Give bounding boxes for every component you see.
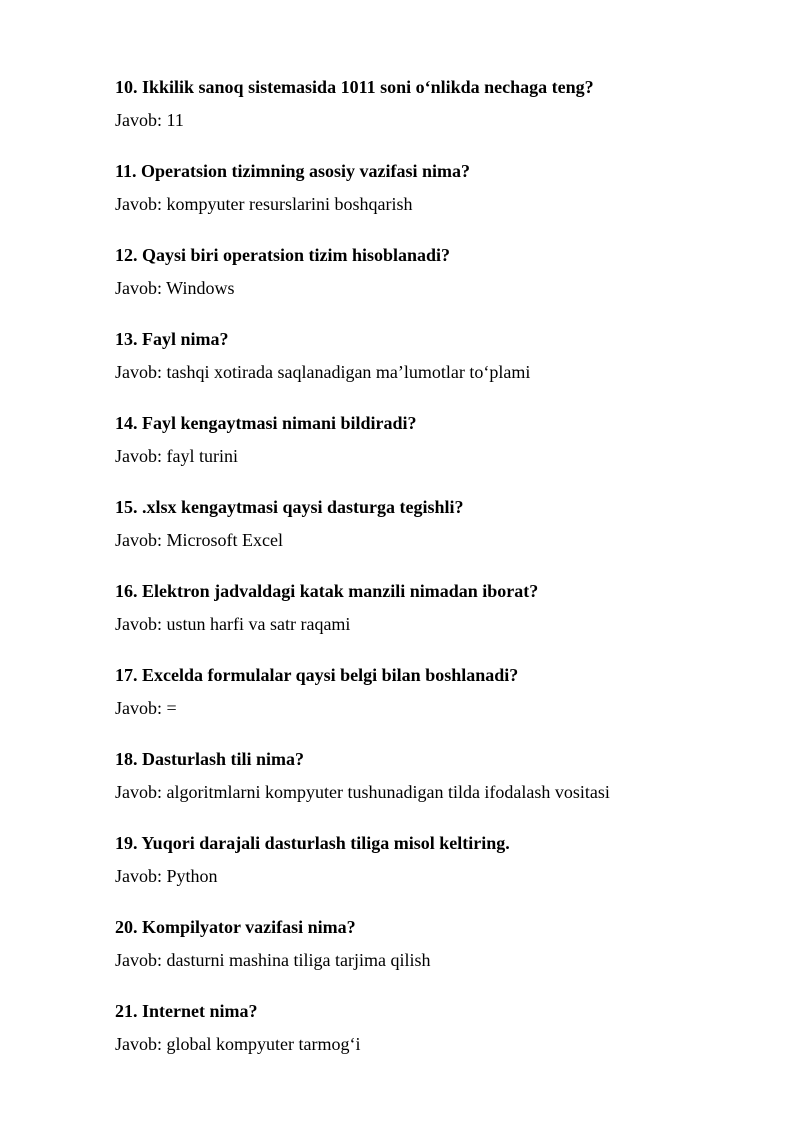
qa-item (115, 494, 755, 578)
answer-text: Javob: kompyuter resurslarini boshqarish (115, 194, 413, 214)
answer-text: Javob: Windows (115, 278, 235, 298)
answer-text: Javob: global kompyuter tarmog‘i (115, 1034, 361, 1054)
question-text: 20. Kompilyator vazifasi nima? (115, 917, 356, 937)
qa-item (115, 410, 755, 494)
question-text: 17. Excelda formulalar qaysi belgi bilan boshlanadi? (115, 665, 519, 685)
answer-text: Javob: Microsoft Excel (115, 530, 283, 550)
question-text: 16. Elektron jadvaldagi katak manzili nimadan iborat? (115, 581, 539, 601)
qa-list (115, 74, 755, 1082)
qa-item (115, 578, 755, 662)
answer-text: Javob: dasturni mashina tiliga tarjima qilish (115, 950, 431, 970)
qa-item (115, 746, 755, 830)
qa-item (115, 242, 755, 326)
answer-text: Javob: tashqi xotirada saqlanadigan ma’lumotlar to‘plami (115, 362, 531, 382)
qa-item (115, 830, 755, 914)
qa-item (115, 998, 755, 1082)
answer-text: Javob: fayl turini (115, 446, 238, 466)
qa-item (115, 158, 755, 242)
question-text: 18. Dasturlash tili nima? (115, 749, 305, 769)
question-text: 12. Qaysi biri operatsion tizim hisoblanadi? (115, 245, 451, 265)
question-text: 10. Ikkilik sanoq sistemasida 1011 soni o‘nlikda nechaga teng? (115, 77, 594, 97)
question-text: 14. Fayl kengaytmasi nimani bildiradi? (115, 413, 417, 433)
answer-text: Javob: ustun harfi va satr raqami (115, 614, 351, 634)
question-text: 13. Fayl nima? (115, 329, 229, 349)
question-text: 11. Operatsion tizimning asosiy vazifasi nima? (115, 161, 471, 181)
answer-text: Javob: algoritmlarni kompyuter tushunadigan tilda ifodalash vositasi (115, 782, 610, 802)
answer-text: Javob: = (115, 698, 177, 718)
qa-item (115, 914, 755, 998)
qa-item (115, 74, 755, 158)
answer-text: Javob: 11 (115, 110, 184, 130)
question-text: 15. .xlsx kengaytmasi qaysi dasturga tegishli? (115, 497, 464, 517)
qa-item (115, 326, 755, 410)
answer-text: Javob: Python (115, 866, 218, 886)
question-text: 19. Yuqori darajali dasturlash tiliga misol keltiring. (115, 833, 510, 853)
qa-item (115, 662, 755, 746)
question-text: 21. Internet nima? (115, 1001, 258, 1021)
